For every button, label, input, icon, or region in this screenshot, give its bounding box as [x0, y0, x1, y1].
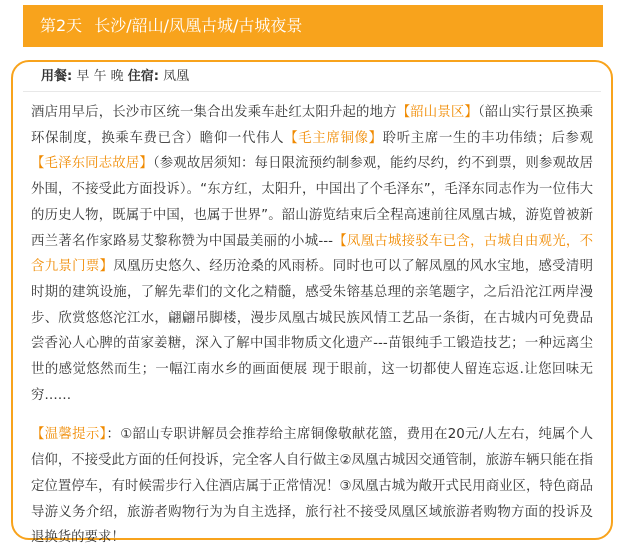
itinerary-description [31, 100, 593, 408]
meal-value: 早 午 晚 [72, 69, 128, 84]
tips-text: ：①韶山专职讲解员会推荐给主席铜像敬献花篮，费用在20元/人左右，纯属个人信仰，不接受此方面的任何投诉，完全客人自行做主②凤凰古城因交通管制，旅游车辆只能在指定位置停车，有时候需步行入住酒店属于正常情况！③凤凰古城为敞开式民用商业区，特色商品导游义务介绍，旅游者购物行为为自主选择，旅行社不接受凤凰区域旅游者购物方面的投诉及退换货的要求！ [31, 427, 593, 546]
day-title: 长沙/韶山/凤凰古城/古城夜景 [94, 16, 303, 35]
day-label: 第2天 [40, 16, 83, 35]
highlight-residence: 【毛泽东同志故居】 [31, 156, 153, 172]
highlight-statue: 【毛主席铜像】 [284, 130, 383, 146]
itinerary-text: （参观故居须知：每日限流预约制参观，能约尽约，约不到票，则参观故居外围，不接受此方面投诉）。“东方红，太阳升，中国出了个毛泽东”，毛泽东同志作为一位伟大的历史人物，既属于中国，也属于世界”。韶山游览结束后全程高速前往凤凰古城，游览曾被新西兰著名作家路易艾黎称赞为中国最美丽的小城--- [31, 156, 593, 249]
day-header [23, 5, 603, 47]
itinerary-text: 聆听主席一生的丰功伟绩；后参观 [382, 130, 593, 146]
meal-label: 用餐: [41, 69, 73, 84]
itinerary-card [11, 60, 613, 546]
meals-row [23, 62, 601, 92]
stay-value: 凤凰 [158, 69, 190, 84]
itinerary-text: （韶山实行景区换乘环保制度，换乘车费已含）瞻仰一代伟人 [31, 105, 593, 146]
tips-paragraph [31, 422, 593, 551]
tips-label: 【温馨提示】 [31, 427, 107, 443]
itinerary-text: 凤凰历史悠久、经历沧桑的风雨桥。同时也可以了解凤凰的风水宝地，感受清明时期的建筑设施，了解先辈们的文化之精髓，感受朱镕基总理的亲笔题字，之后沿沱江两岸漫步、欣赏悠悠沱江水，翩翩吊脚楼，漫步凤凰古城民族风情工艺品一条街，在古城内可免费品尝香沁人心脾的苗家姜糖，深入了解中国非物质文化遗产---苗银纯手工锻造技艺；一种远离尘世的感觉悠然而生；一幅江南水乡的画面便展 现于眼前，这一切都使人留连忘返.让您回味无穷…… [31, 259, 594, 403]
highlight-shaoshan: 【韶山景区】 [396, 105, 478, 120]
itinerary-text: 酒店用早后，长沙市区统一集合出发乘车赴红太阳升起的地方 [31, 105, 397, 120]
highlight-fenghuang: 【凤凰古城接驳车已含，古城自由观光，不含九景门票】 [31, 233, 593, 275]
stay-label: 住宿: [127, 69, 159, 84]
